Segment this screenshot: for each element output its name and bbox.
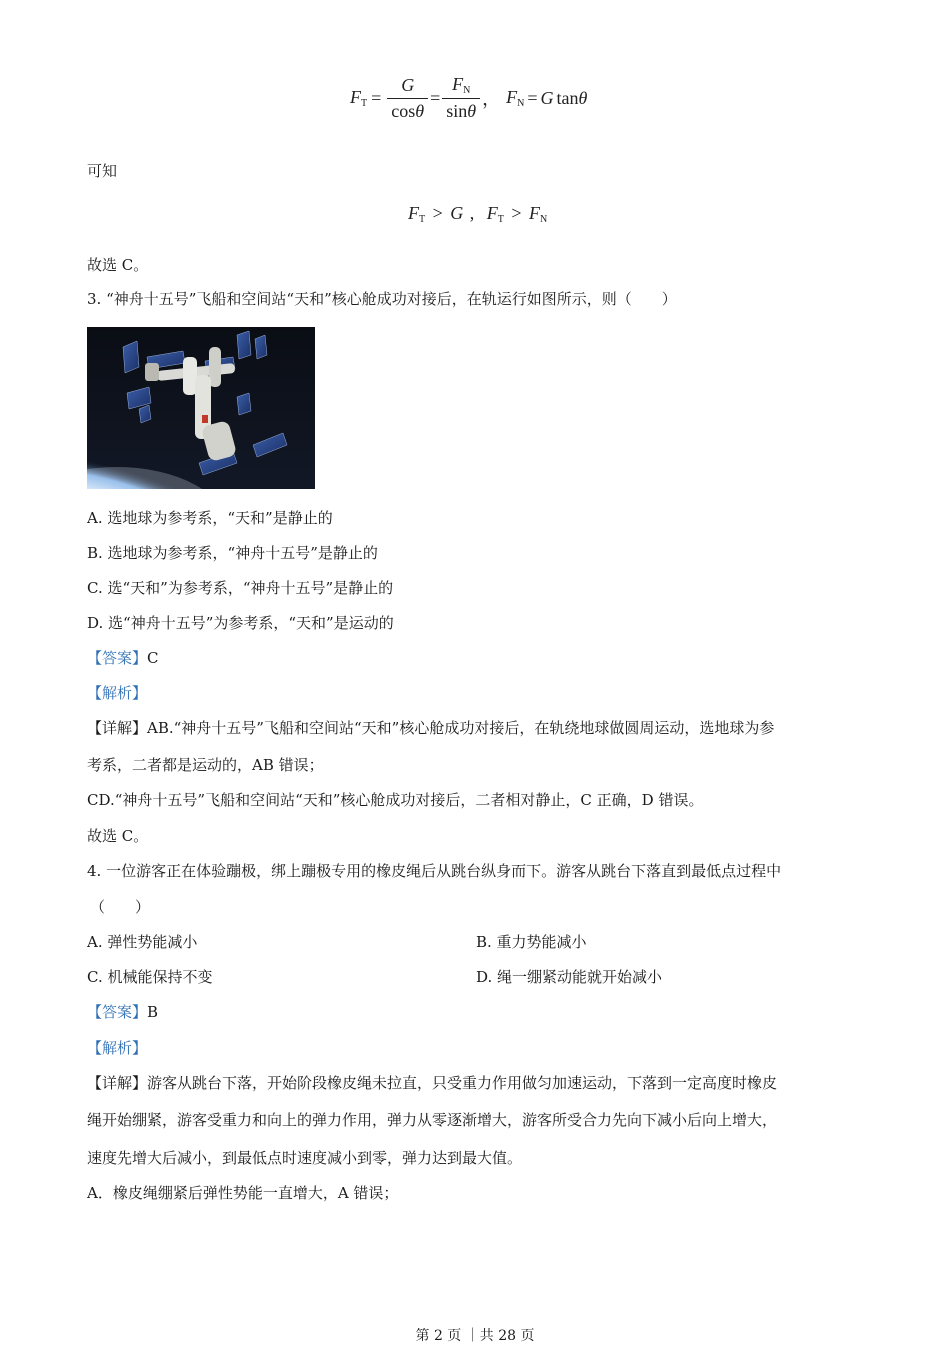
answer-tag: 【答案】 <box>87 1003 148 1021</box>
q4-option-a: A. 弹性势能减小 <box>87 933 198 951</box>
q3-stem: 3. “神舟十五号”飞船和空间站“天和”核心舱成功对接后，在轨运行如图所示，则（ ） <box>87 290 677 308</box>
text-kezhi: 可知 <box>87 162 118 180</box>
answer-tag: 【答案】 <box>87 649 148 667</box>
q3-option-d: D. 选“神舟十五号”为参考系，“天和”是运动的 <box>87 614 394 632</box>
q4-detail-line-2: 绳开始绷紧，游客受重力和向上的弹力作用，弹力从零逐渐增大，游客所受合力先向下减小后向上增大， <box>87 1111 778 1129</box>
formula-tension: $F_T$ = $\frac{G}{\cos\theta}$ = $\frac{F_N}{\sin\theta}$ ， $F_N$ = G tan θ <box>350 74 588 121</box>
q3-answer <box>87 648 159 668</box>
fraction-G-over-cos: $\frac{G}{\cos\theta}$ <box>387 75 428 122</box>
q4-detail-line-4: A．橡皮绳绷紧后弹性势能一直增大，A 错误； <box>87 1184 399 1202</box>
q3-detail-line-1: 【详解】AB.“神舟十五号”飞船和空间站“天和”核心舱成功对接后，在轨绕地球做圆周运动，选地球为参 <box>87 719 775 737</box>
answer-value: B <box>147 1003 159 1021</box>
symbol-FT: $F_T$ <box>350 87 368 109</box>
q4-stem-line-1: 4. 一位游客正在体验蹦极，绑上蹦极专用的橡皮绳后从跳台纵身而下。游客从跳台下落直到最低点过程中 <box>87 862 782 880</box>
detail-tag: 【详解】 <box>87 1074 148 1092</box>
fraction-FN-over-sin: $\frac{F_N}{\sin\theta}$ <box>442 74 480 122</box>
formula-inequality: $F_T > G$ , $F_T > F_N$ <box>408 203 548 225</box>
q3-analysis-tag: 【解析】 <box>87 684 148 702</box>
q3-detail-line-2: 考系，二者都是运动的，AB 错误； <box>87 756 324 774</box>
q2-conclusion: 故选 C。 <box>87 256 149 274</box>
q4-analysis-tag: 【解析】 <box>87 1039 148 1057</box>
q4-detail-line-1: 【详解】游客从跳台下落，开始阶段橡皮绳未拉直，只受重力作用做匀加速运动，下落到一定高度时橡皮 <box>87 1074 778 1092</box>
q4-stem-line-2: （ ） <box>90 898 151 916</box>
q3-option-b: B. 选地球为参考系，“神舟十五号”是静止的 <box>87 544 378 562</box>
page-footer: 第 2 页 ｜共 28 页 <box>415 1328 535 1344</box>
q3-detail-line-3: CD.“神舟十五号”飞船和空间站“天和”核心舱成功对接后，二者相对静止，C 正确，D 错误。 <box>87 791 704 809</box>
space-station-image <box>87 327 315 489</box>
q3-conclusion: 故选 C。 <box>87 827 149 845</box>
answer-value: C <box>147 649 159 667</box>
q3-option-a: A. 选地球为参考系，“天和”是静止的 <box>87 509 333 527</box>
detail-tag: 【详解】 <box>87 719 148 737</box>
q4-option-c: C. 机械能保持不变 <box>87 968 213 986</box>
q4-option-b: B. 重力势能减小 <box>476 933 587 951</box>
symbol-FN: $F_N$ <box>506 87 525 109</box>
q4-answer <box>87 1002 158 1022</box>
q4-detail-line-3: 速度先增大后减小，到最低点时速度减小到零，弹力达到最大值。 <box>87 1149 523 1167</box>
q4-option-d: D. 绳一绷紧动能就开始减小 <box>476 968 663 986</box>
q3-option-c: C. 选“天和”为参考系，“神舟十五号”是静止的 <box>87 579 394 597</box>
